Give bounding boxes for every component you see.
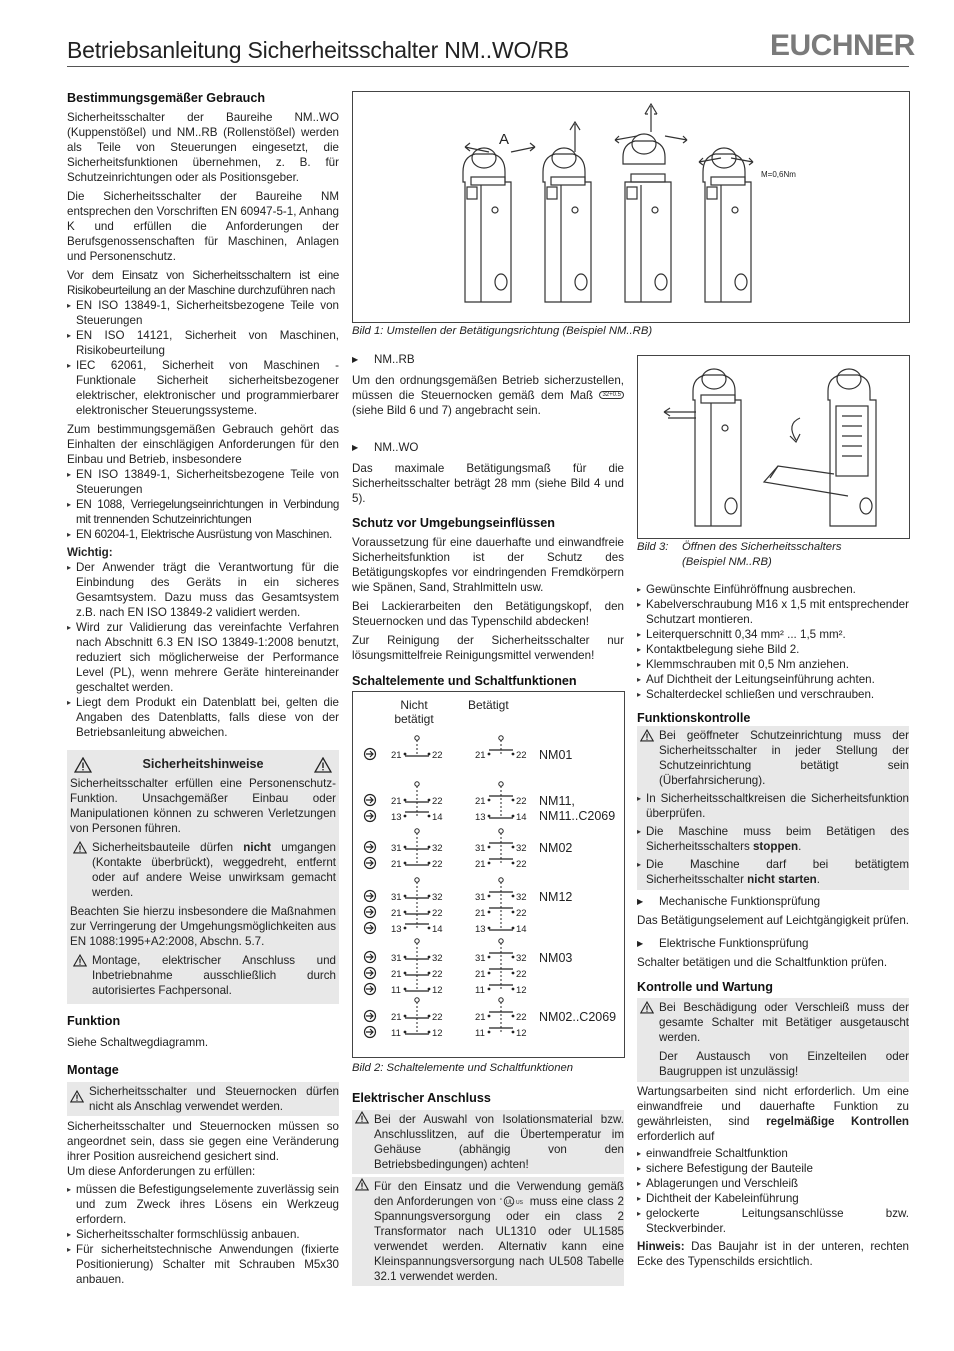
terminal-label: 32: [432, 892, 443, 903]
text: Bei der Auswahl von Isolationsmaterial bzw. Anschlusslitzen, auf die Übertemperatur im Gehäuse (abhängig von den Betriebsbedingungen) achten!: [374, 1113, 624, 1171]
contact-dot: [428, 911, 431, 914]
contact-dot: [428, 862, 431, 865]
paragraph: Das Betätigungselement auf Leichtgängigkeit prüfen.: [637, 914, 909, 927]
figure-3: [637, 355, 910, 539]
contact-dot: [512, 1031, 515, 1034]
text-bold: regelmäßige Kontrollen: [766, 1115, 909, 1128]
text: Für den Einsatz und die Verwendung gemäß den Anforderungen von: [374, 1180, 624, 1208]
list-item: ▸ müssen die Befestigungselemente zuverlässig sein und zum Zweck ihres Lösens ein Werkzeug erfordern.: [67, 1182, 339, 1227]
terminal-label: 22: [432, 969, 443, 980]
terminal-label: 22: [516, 908, 527, 919]
switch-drawing: [623, 134, 671, 302]
norm-list: [67, 467, 339, 542]
contact-dot: [512, 927, 515, 930]
paragraph: Sicherheitsschalter der Baureihe NM..WO (Kuppenstößel) und NM..RB (Rollenstößel) werden als Teile von Steuerungen eingesetzt, die Sicherheitsfunktionen übernehmen, z. B. für Schutzeinrichtungen oder als Positionsgeber.: [67, 111, 339, 184]
terminal-label: 21: [391, 1012, 402, 1023]
contact-dot: [404, 927, 407, 930]
contact-dot: [512, 846, 515, 849]
text: umgangen (Kontakte überbrückt), weggedreht, entfernt oder auf andere Weise unwirksam gemacht werden.: [92, 841, 336, 899]
list-item: ▸ Auf Dichtheit der Leitungseinführung achten.: [637, 672, 909, 687]
direction-arrow-icon: [366, 909, 373, 915]
wartung-list: [637, 1146, 909, 1236]
heading-funktion: Funktion: [67, 1014, 121, 1028]
list-item: [637, 857, 909, 887]
list-item: ▸ Schalterdeckel schließen und verschrauben.: [637, 687, 909, 702]
paragraph: Schalter betätigen und die Schaltfunktion prüfen.: [637, 956, 888, 969]
text: Um den ordnungsgemäßen Betrieb sicherzustellen, müssen die Steuernocken gemäß dem Maß: [352, 374, 624, 402]
contact-dot: [512, 1015, 515, 1018]
funktionskontrolle-box: [637, 726, 909, 890]
actuator-head: [499, 782, 503, 786]
terminal-label: 32: [516, 953, 527, 964]
actuator-head: [499, 998, 503, 1002]
heading-schaltelemente: Schaltelemente und Schaltfunktionen: [352, 674, 577, 689]
terminal-label: 21: [475, 796, 486, 807]
figure-2-switch-elements: [352, 691, 625, 1058]
terminal-label: 12: [432, 985, 443, 996]
contact-dot: [488, 911, 491, 914]
actuator-head: [499, 939, 503, 943]
warning-icon: [74, 757, 92, 773]
terminal-label: 31: [475, 843, 486, 854]
list-item: ▸ Für sicherheitstechnische Anwendungen (fixierte Positionierung) Schalter mit Schrauben M5x30 anbauen.: [67, 1242, 339, 1287]
terminal-label: 22: [516, 969, 527, 980]
actuator-head: [415, 782, 419, 786]
contact-dot: [428, 895, 431, 898]
wichtig-label: Wichtig:: [67, 546, 113, 559]
contact-dot: [512, 799, 515, 802]
warning-icon: [640, 1001, 654, 1014]
text: Sicherheitsschalter und Steuernocken dürfen nicht als Anschlag verwendet werden.: [89, 1085, 339, 1113]
direction-arrow-icon: [366, 954, 373, 960]
column-right: [637, 582, 909, 1269]
terminal-label: 14: [516, 812, 527, 823]
terminal-label: 12: [516, 1028, 527, 1039]
text-bold: stoppen: [752, 840, 799, 853]
contact-dot: [488, 1015, 491, 1018]
direction-arrow-icon: [366, 813, 373, 819]
dimension-badge: 32+0.5: [599, 391, 624, 399]
switch-drawing: [693, 369, 741, 526]
terminal-label: 32: [516, 892, 527, 903]
actuator-head: [415, 939, 419, 943]
terminal-label: 32: [432, 953, 443, 964]
header-rule: [67, 66, 909, 67]
contact-dot: [428, 1031, 431, 1034]
model-label: NM11..C2069: [539, 809, 616, 823]
column-header-betaetigt: Betätigt: [468, 698, 509, 712]
list-item: ▸ EN ISO 13849-1, Sicherheitsbezogene Teile von Steuerungen: [67, 298, 339, 328]
list-item: ▸ Liegt dem Produkt ein Datenblatt bei, gelten die Angaben des Datenblatts, falls diese von der Betriebsanleitung abweichen.: [67, 695, 339, 740]
paragraph: Zum bestimmungsgemäßen Gebrauch gehört das Einhalten der einschlägigen Anforderungen für den Einbau und Betrieb, insbesondere: [67, 423, 339, 466]
contact-dot: [488, 846, 491, 849]
model-label: NM11,: [539, 794, 575, 808]
contact-dot: [512, 815, 515, 818]
terminal-label: 22: [516, 750, 527, 761]
warning-icon: [70, 1090, 84, 1103]
list-item: ▸ Klemmschrauben mit 0,5 Nm anziehen.: [637, 657, 909, 672]
figure-1-drawing: [353, 92, 909, 322]
contact-dot: [404, 799, 407, 802]
heading-sicherheitshinweise: Sicherheitshinweise: [142, 757, 264, 771]
column-middle-lower: [352, 1090, 624, 1286]
text: Die Maschine darf bei betätigtem Sicherheitsschalter: [646, 858, 909, 886]
nmwo-label: ▶ NM..WO: [352, 440, 624, 455]
switch-drawing: [543, 148, 591, 302]
page-title: Betriebsanleitung Sicherheitsschalter NM..WO/RB: [67, 37, 569, 63]
paragraph: Vor dem Einsatz von Sicherheitsschaltern ist eine Risikobeurteilung an der Maschine durchzuführen nach: [67, 269, 339, 297]
contact-dot: [488, 972, 491, 975]
terminal-label: 22: [432, 859, 443, 870]
warning-item: [70, 953, 336, 998]
contact-dot: [512, 972, 515, 975]
text: Bei geöffneter Schutzeinrichtung muss der Sicherheitsschalter in jeder Stellung der Schutzeinrichtung betätigt sein (Überfahrsicherung).: [659, 729, 909, 787]
montage-list: [67, 1182, 339, 1287]
contact-dot: [428, 988, 431, 991]
column-left: [67, 90, 339, 1287]
direction-arrow-icon: [366, 893, 373, 899]
actuator-head: [499, 878, 503, 882]
list-item: ▸ EN 60204-1, Elektrische Ausrüstung von Maschinen.: [67, 527, 339, 542]
contact-dot: [512, 753, 515, 756]
contact-dot: [488, 862, 491, 865]
terminal-label: 21: [475, 969, 486, 980]
terminal-label: 31: [391, 892, 402, 903]
contact-dot: [512, 862, 515, 865]
contact-dot: [404, 1031, 407, 1034]
terminal-label: 31: [475, 892, 486, 903]
model-label: NM02..C2069: [539, 1010, 617, 1024]
direction-arrow-icon: [366, 1029, 373, 1035]
nmrb-label: ▶ NM..RB: [352, 352, 624, 367]
terminal-label: 22: [516, 1012, 527, 1023]
paragraph: Die Sicherheitsschalter der Baureihe NM entsprechen den Vorschriften EN 60947-5-1, Anhang K und erfüllen die Anforderungen der Berufsgenossenschaften für Maschinen, Anlagen und Personenschutz.: [67, 190, 339, 263]
terminal-label: 22: [432, 750, 443, 761]
euchner-logo: EUCHNER: [770, 29, 915, 62]
list-item: ▸ Wird zur Validierung das vereinfachte Verfahren nach Abschnitt 6.3 EN ISO 13849-1:2008 benutzt, reduziert sich möglicherweise der Performance Level (PL), wenn mehrere Geräte hintereinander geschaltet werden.: [67, 620, 339, 695]
heading-kontrolle-wartung: Kontrolle und Wartung: [637, 980, 773, 994]
terminal-label: 22: [432, 1012, 443, 1023]
paragraph: Sicherheitsschalter und Steuernocken müssen so angeordnet sein, dass sie gegen eine Veränderung ihrer Position ausreichend gesichert sind.: [67, 1120, 339, 1163]
warning-item: [637, 728, 909, 788]
actuator-head: [415, 829, 419, 833]
warning-item: [67, 1082, 339, 1116]
list-item: ▸ Ablagerungen und Verschleiß: [637, 1176, 909, 1191]
wartung-box: [637, 998, 909, 1082]
contact-dot: [512, 988, 515, 991]
terminal-label: 21: [475, 908, 486, 919]
figure-label-a: A: [499, 131, 510, 148]
column-header-nicht-betaetigt: Nicht betätigt: [394, 698, 434, 726]
terminal-label: 11: [391, 985, 401, 996]
list-item: ▸ Kontaktbelegung siehe Bild 2.: [637, 642, 909, 657]
direction-arrow-icon: [366, 860, 373, 866]
list-item: [637, 824, 909, 854]
terminal-label: 31: [391, 953, 402, 964]
contact-dot: [428, 815, 431, 818]
list-item: ▸ Leiterquerschnitt 0,34 mm² ... 1,5 mm².: [637, 627, 909, 642]
warning-icon: [355, 1111, 369, 1124]
terminal-label: 12: [516, 985, 527, 996]
contact-dot: [488, 815, 491, 818]
contact-dot: [512, 956, 515, 959]
torque-label: M=0,6Nm: [761, 170, 796, 179]
contact-dot: [404, 846, 407, 849]
svg-text:US: US: [515, 1200, 523, 1207]
paragraph: Der Austausch von Einzelteilen oder Baugruppen ist unzulässig!: [659, 1050, 909, 1078]
actuator-head: [415, 998, 419, 1002]
contact-dot: [404, 862, 407, 865]
terminal-label: 14: [432, 812, 443, 823]
contact-dot: [488, 799, 491, 802]
terminal-label: 13: [475, 924, 486, 935]
contact-dot: [428, 753, 431, 756]
contact-dot: [428, 927, 431, 930]
mech-label: ▶ Mechanische Funktionsprüfung: [637, 894, 909, 909]
list-item: ▸ Sicherheitsschalter formschlüssig anbauen.: [67, 1227, 339, 1242]
terminal-label: 13: [391, 812, 402, 823]
terminal-label: 22: [516, 796, 527, 807]
paragraph: Um diese Anforderungen zu erfüllen:: [67, 1165, 256, 1178]
switch-elements-diagram: [353, 692, 624, 1057]
contact-dot: [488, 753, 491, 756]
terminal-label: 14: [516, 924, 527, 935]
warning-item: [352, 1110, 624, 1174]
norm-list: [67, 298, 339, 418]
contact-dot: [428, 956, 431, 959]
svg-text:c: c: [499, 1196, 502, 1202]
warning-icon: [640, 729, 654, 742]
text: Sicherheitsbauteile dürfen: [92, 841, 244, 854]
model-label: NM12: [539, 890, 573, 904]
list-item: ▸ EN 1088, Verriegelungseinrichtungen in Verbindung mit trennenden Schutzeinrichtungen: [67, 497, 339, 527]
actuator-head: [415, 736, 419, 740]
text: .: [816, 873, 820, 886]
direction-arrow-icon: [366, 751, 373, 757]
text-bold: nicht starten: [747, 873, 817, 886]
column-middle: [352, 352, 624, 689]
figure-2-caption: Bild 2: Schaltelemente und Schaltfunktionen: [352, 1062, 574, 1074]
switch-drawing: [828, 369, 876, 526]
terminal-label: 12: [432, 1028, 443, 1039]
figure-3-caption-text: Öffnen des Sicherheitsschalters (Beispiel NM..RB): [682, 541, 842, 568]
warning-icon: [355, 1178, 369, 1191]
warning-item: [637, 1000, 909, 1045]
paragraph: [352, 373, 624, 418]
ul-mark-icon: [500, 1196, 526, 1207]
wichtig-list: [67, 560, 339, 740]
contact-dot: [428, 1015, 431, 1018]
terminal-label: 21: [391, 969, 402, 980]
list-item: ▸ In Sicherheitsschaltkreisen die Sicherheitsfunktion überprüfen.: [637, 791, 909, 821]
model-label: NM03: [539, 951, 573, 965]
terminal-label: 14: [432, 924, 443, 935]
list-item: ▸ einwandfreie Schaltfunktion: [637, 1146, 909, 1161]
figure-1-caption: Bild 1: Umstellen der Betätigungsrichtung (Beispiel NM..RB): [352, 325, 653, 337]
hinweis-label: Hinweis:: [637, 1240, 685, 1253]
contact-dot: [404, 972, 407, 975]
text: (siehe Bild 6 und 7) angebracht sein.: [352, 404, 541, 418]
terminal-label: 21: [391, 859, 402, 870]
terminal-label: 31: [475, 953, 486, 964]
direction-arrow-icon: [366, 970, 373, 976]
figure-1: [352, 91, 910, 323]
terminal-label: 13: [391, 924, 402, 935]
direction-arrow-icon: [366, 797, 373, 803]
terminal-label: 21: [391, 796, 402, 807]
list-item: ▸ EN ISO 14121, Sicherheit von Maschinen, Risikobeurteilung: [67, 328, 339, 358]
paragraph: [637, 1084, 909, 1144]
warning-icon: [73, 841, 87, 854]
safety-box: [67, 750, 339, 1004]
actuator-head: [499, 736, 503, 740]
switch-drawing: [463, 148, 511, 302]
contact-dot: [404, 815, 407, 818]
terminal-label: 22: [516, 859, 527, 870]
contact-dot: [404, 911, 407, 914]
warning-icon: [73, 954, 87, 967]
terminal-label: 22: [432, 796, 443, 807]
model-label: NM01: [539, 748, 573, 762]
direction-arrow-icon: [366, 844, 373, 850]
safety-header: [70, 754, 336, 776]
terminal-label: 31: [391, 843, 402, 854]
switch-drawing: [703, 148, 751, 302]
paragraph: Zur Reinigung der Sicherheitsschalter nur lösungsmittelfreie Reinigungsmittel verwenden!: [352, 634, 624, 663]
warning-icon: [314, 757, 332, 773]
terminal-label: 21: [475, 1012, 486, 1023]
terminal-label: 13: [475, 812, 486, 823]
contact-dot: [404, 753, 407, 756]
paragraph: Beachten Sie hierzu insbesondere die Maßnahmen zur Verringerung der Umgehungsmöglichkeiten aus EN 1088:1995+A2:2008, Abschn. 5.7.: [70, 905, 336, 948]
text: muss eine class 2 Spannungsversorgung oder ein class 2 Transformator nach UL1310 oder UL1585 verwendet werden. Alternativ kann eine Kleinspannungsversorgung nach UL508 Tabelle 32.1 verwendet werden.: [374, 1195, 624, 1283]
contact-dot: [428, 799, 431, 802]
contact-dot: [488, 1031, 491, 1034]
elek-label: ▶ Elektrische Funktionsprüfung: [637, 936, 909, 951]
text: Die Maschine muss beim Betätigen des Sicherheitsschalters: [646, 825, 909, 853]
paragraph: Siehe Schaltwegdiagramm.: [67, 1036, 209, 1049]
text: Bei Beschädigung oder Verschleiß muss der gesamte Schalter mit Betätiger ausgetauscht werden.: [659, 1001, 909, 1044]
list-item: ▸ Der Anwender trägt die Verantwortung für die Einbindung des Geräts in ein sicheres Gesamtsystem. Dazu muss das Gesamtsystem z.B. nach EN ISO 13849-2 validiert werden.: [67, 560, 339, 620]
heading-bestimmungsgemaesser-gebrauch: Bestimmungsgemäßer Gebrauch: [67, 91, 266, 105]
text: erforderlich auf: [637, 1130, 715, 1143]
funktionskontrolle-list: [637, 791, 909, 887]
terminal-label: 21: [391, 750, 402, 761]
terminal-label: 22: [432, 908, 443, 919]
list-item: ▸ sichere Befestigung der Bauteile: [637, 1161, 909, 1176]
text: Wartungsarbeiten sind nicht erforderlich. Um eine einwandfreie und dauerhafte Funktion zu gewährleisten, sind: [637, 1085, 909, 1128]
paragraph: Das maximale Betätigungsmaß für die Sicherheitsschalter beträgt 28 mm (siehe Bild 4 und 5).: [352, 462, 624, 506]
contact-dot: [404, 956, 407, 959]
heading-elektrischer-anschluss: Elektrischer Anschluss: [352, 1091, 491, 1105]
contact-dot: [488, 927, 491, 930]
contact-dot: [404, 1015, 407, 1018]
list-item: ▸ EN ISO 13849-1, Sicherheitsbezogene Teile von Steuerungen: [67, 467, 339, 497]
list-item: ▸ Gewünschte Einführöffnung ausbrechen.: [637, 582, 909, 597]
contact-dot: [488, 956, 491, 959]
paragraph: Bei Lackierarbeiten den Betätigungskopf, den Steuernocken und das Typenschild abdecken!: [352, 600, 624, 629]
text: Das Baujahr ist in der unteren, rechten Ecke des Typenschilds ersichtlich.: [637, 1240, 909, 1268]
figure-3-drawing: [638, 356, 909, 538]
contact-dot: [512, 911, 515, 914]
contact-dot: [404, 895, 407, 898]
model-label: NM02: [539, 841, 573, 855]
contact-dot: [488, 988, 491, 991]
heading-funktionskontrolle: Funktionskontrolle: [637, 711, 751, 725]
paragraph: [637, 1239, 909, 1269]
list-item: ▸ Kabelverschraubung M16 x 1,5 mit entsprechender Schutzart montieren.: [637, 597, 909, 627]
warning-item: [352, 1177, 624, 1286]
contact-dot: [428, 846, 431, 849]
terminal-label: 11: [475, 985, 485, 996]
actuator-head: [415, 878, 419, 882]
actuator-head: [499, 829, 503, 833]
direction-arrow-icon: [366, 986, 373, 992]
heading-montage: Montage: [67, 1063, 119, 1077]
contact-dot: [428, 972, 431, 975]
warning-item: [70, 840, 336, 900]
direction-arrow-icon: [366, 925, 373, 931]
text-bold: nicht: [243, 841, 271, 854]
contact-dot: [512, 895, 515, 898]
terminal-label: 11: [475, 1028, 485, 1039]
text: .: [798, 840, 802, 853]
contact-dot: [404, 988, 407, 991]
figure-3-caption-label: Bild 3:: [637, 541, 669, 553]
svg-text:UL: UL: [505, 1200, 514, 1207]
list-item: ▸ Dichtheit der Kabeleinführung: [637, 1191, 909, 1206]
paragraph: Sicherheitsschalter erfüllen eine Personenschutz-Funktion. Unsachgemäßer Einbau oder Manipulationen können zu schweren Verletzungen von Personen führen.: [70, 777, 336, 835]
list-item: ▸ IEC 62061, Sicherheit von Maschinen - Funktionale Sicherheit sicherheitsbezogener elektrischer, elektronischer und programmierbarer elektronischer Steuerungssysteme.: [67, 358, 339, 418]
paragraph: Voraussetzung für eine dauerhafte und einwandfreie Sicherheitsfunktion ist der Schutz des Betätigungskopfes vor eindringenden Fremdkörpern wie Spänen, Sand, Strahlmitteln usw.: [352, 536, 624, 595]
text: Montage, elektrischer Anschluss und Inbetriebnahme ausschließlich durch autorisiertes Fachpersonal.: [92, 954, 336, 997]
terminal-label: 21: [475, 859, 486, 870]
contact-dot: [488, 895, 491, 898]
list-item: ▸ gelockerte Leitungsanschlüsse bzw. Steckverbinder.: [637, 1206, 909, 1236]
anschluss-list: [637, 582, 909, 702]
terminal-label: 11: [391, 1028, 401, 1039]
direction-arrow-icon: [366, 1013, 373, 1019]
terminal-label: 32: [516, 843, 527, 854]
heading-schutz: Schutz vor Umgebungseinflüssen: [352, 516, 555, 531]
terminal-label: 21: [475, 750, 486, 761]
terminal-label: 21: [391, 908, 402, 919]
terminal-label: 32: [432, 843, 443, 854]
